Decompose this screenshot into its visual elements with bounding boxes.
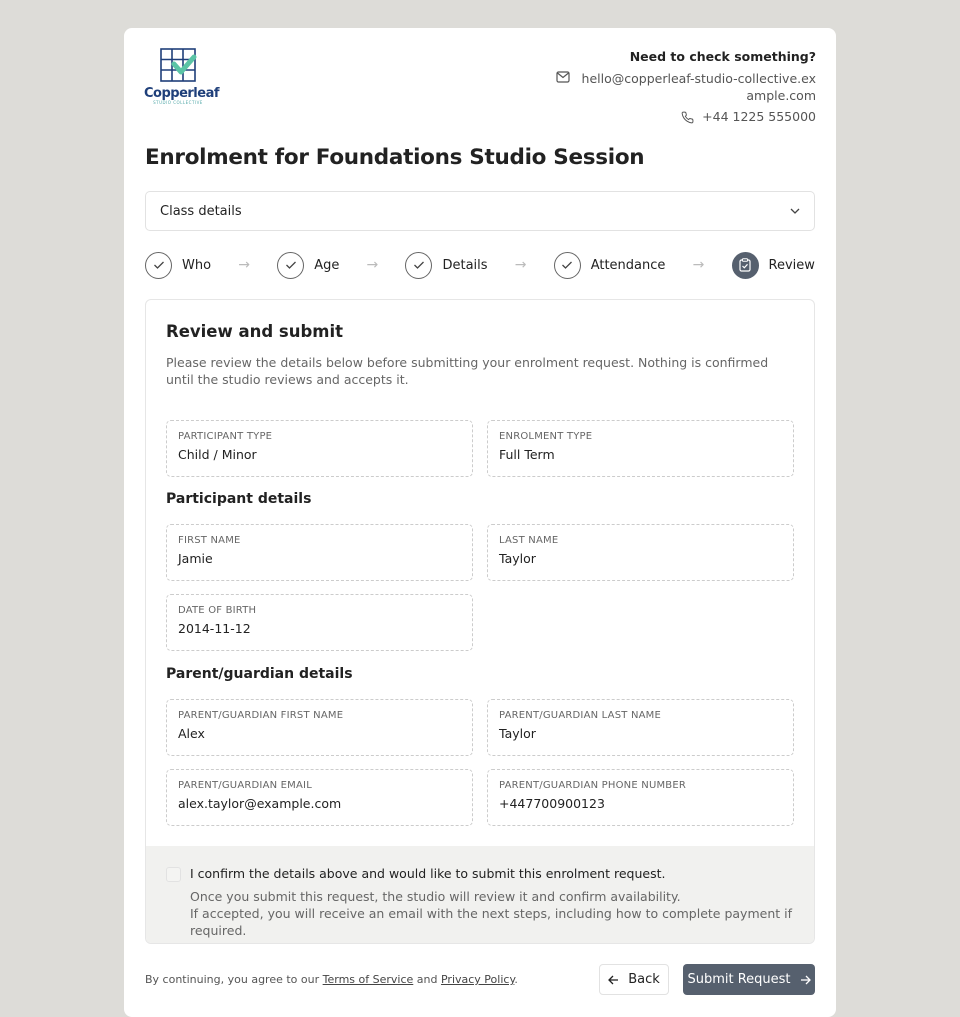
check-icon (554, 252, 581, 279)
dob-field (166, 594, 473, 651)
step-label: Age (314, 257, 340, 273)
accordion-label: Class details (160, 203, 242, 219)
page-title: Enrolment for Foundations Studio Session (145, 145, 645, 170)
step-details[interactable] (405, 252, 487, 279)
step-label: Who (182, 257, 212, 273)
step-attendance[interactable] (554, 252, 666, 279)
submit-request-button[interactable] (683, 964, 815, 995)
chevron-down-icon (790, 208, 800, 214)
field-value: Taylor (499, 551, 536, 566)
arrow-right-icon: → (238, 257, 250, 273)
brand-subtitle: STUDIO COLLECTIVE (153, 100, 203, 105)
terms-link[interactable]: Terms of Service (322, 973, 414, 986)
field-value: +447700900123 (499, 796, 605, 811)
field-label: ENROLMENT TYPE (499, 431, 593, 442)
field-value: Child / Minor (178, 447, 257, 462)
arrow-right-icon: → (514, 257, 527, 273)
field-label: LAST NAME (499, 535, 559, 546)
step-who[interactable] (145, 252, 211, 279)
step-label: Attendance (590, 257, 666, 273)
brand-name: Copperleaf (144, 86, 220, 101)
field-value: Taylor (499, 726, 536, 741)
check-icon (277, 252, 304, 279)
contact-title: Need to check something? (629, 49, 816, 64)
phone-icon (681, 111, 694, 124)
enrolment-type-field (487, 420, 794, 477)
field-value: alex.taylor@example.com (178, 796, 342, 811)
arrow-right-icon: → (692, 257, 705, 273)
terms-and: and (413, 973, 441, 986)
field-label: PARTICIPANT TYPE (178, 431, 273, 442)
contact-phone[interactable]: +44 1225 555000 (702, 109, 816, 124)
field-label: PARENT/GUARDIAN FIRST NAME (178, 710, 344, 721)
participant-type-field (166, 420, 473, 477)
field-value: Alex (178, 726, 205, 741)
field-label: FIRST NAME (178, 535, 241, 546)
privacy-link[interactable]: Privacy Policy (440, 973, 515, 986)
field-label: PARENT/GUARDIAN LAST NAME (499, 710, 662, 721)
terms-suffix: . (514, 973, 518, 986)
confirm-box (146, 846, 815, 944)
back-label: Back (628, 972, 660, 987)
review-title: Review and submit (166, 322, 344, 341)
last-name-field (487, 524, 794, 581)
review-intro: Please review the details below before submitting your enrolment request. Nothing is confirmed until the studio reviews and accepts it. (166, 355, 769, 387)
field-value: Jamie (178, 551, 213, 566)
guardian-phone-field (487, 769, 794, 826)
step-review[interactable] (732, 252, 815, 279)
field-label: DATE OF BIRTH (178, 605, 257, 616)
participant-section-heading: Participant details (166, 491, 312, 507)
submit-label: Submit Request (687, 972, 791, 987)
contact-email-row[interactable] (556, 70, 816, 104)
confirm-label[interactable]: I confirm the details above and would like to submit this enrolment request. (190, 866, 666, 881)
field-value: Full Term (499, 447, 555, 462)
field-value: 2014-11-12 (178, 621, 251, 636)
guardian-first-name-field (166, 699, 473, 756)
step-label: Review (768, 257, 815, 273)
terms-prefix: By continuing, you agree to our (145, 973, 323, 986)
first-name-field (166, 524, 473, 581)
step-label: Details (442, 257, 488, 273)
arrow-left-icon (608, 975, 619, 985)
confirm-line-1: Once you submit this request, the studio will review it and confirm availability. (190, 889, 681, 904)
class-details-accordion[interactable] (145, 191, 815, 231)
confirm-description (190, 888, 815, 939)
contact-email[interactable]: hello@copperleaf-studio-collective.example.com (581, 71, 816, 103)
field-label: PARENT/GUARDIAN PHONE NUMBER (499, 780, 687, 791)
back-button[interactable] (599, 964, 669, 995)
terms-notice (145, 973, 518, 986)
contact-block (556, 49, 816, 125)
arrow-right-icon (800, 975, 811, 985)
contact-phone-row[interactable] (556, 108, 816, 125)
check-icon (405, 252, 432, 279)
confirm-line-2: If accepted, you will receive an email with the next steps, including how to complete payment if required. (190, 906, 792, 938)
review-panel (145, 299, 815, 944)
arrow-right-icon: → (366, 257, 379, 273)
mail-icon (556, 71, 570, 83)
guardian-section-heading: Parent/guardian details (166, 666, 353, 682)
guardian-last-name-field (487, 699, 794, 756)
clipboard-check-icon (732, 252, 759, 279)
field-label: PARENT/GUARDIAN EMAIL (178, 780, 312, 791)
step-age[interactable] (277, 252, 339, 279)
enrolment-card (124, 28, 836, 1017)
guardian-email-field (166, 769, 473, 826)
confirm-checkbox[interactable] (166, 867, 181, 882)
check-icon (145, 252, 172, 279)
stepper (145, 250, 815, 280)
